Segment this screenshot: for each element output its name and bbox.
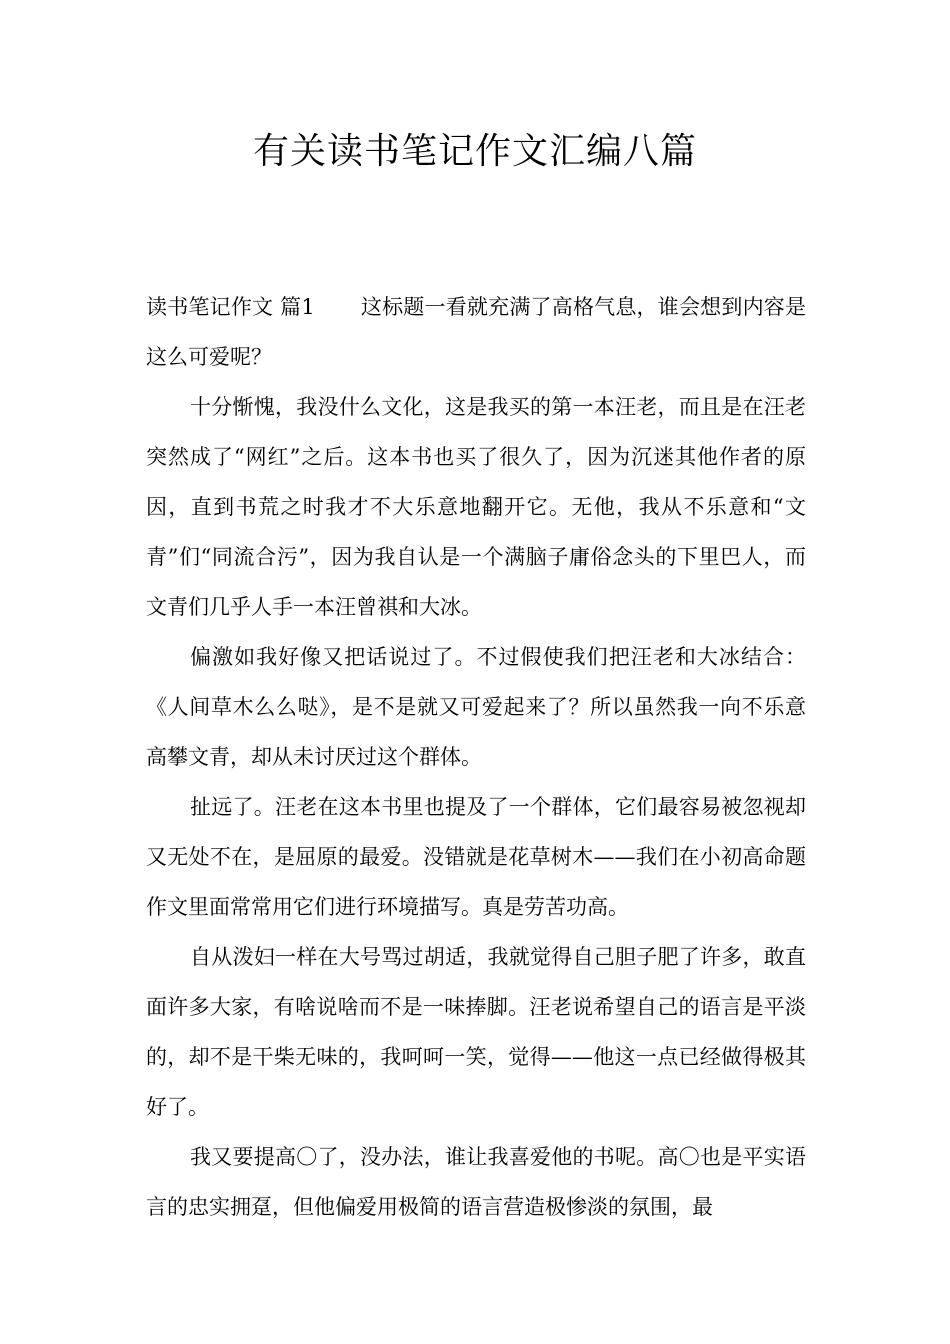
paragraph: 自从泼妇一样在大号骂过胡适，我就觉得自己胆子肥了许多，敢直面许多大家，有啥说啥而不是一味捧脚。汪老说希望自己的语言是平淡的，却不是干柴无味的，我呵呵一笑，觉得——他这一点已经做得极其好了。 bbox=[146, 945, 806, 1119]
section-heading: 读书笔记作文 篇1 bbox=[146, 295, 315, 319]
paragraph: 我又要提高〇了，没办法，谁让我喜爱他的书呢。高〇也是平实语言的忠实拥趸，但他偏爱用极简的语言营造极惨淡的氛围，最 bbox=[146, 1145, 806, 1219]
paragraph: 十分惭愧，我没什么文化，这是我买的第一本汪老，而且是在汪老突然成了“网红”之后。这本书也买了很久了，因为沉迷其他作者的原因，直到书荒之时我才不大乐意地翻开它。无他，我从不乐意和“文青”们“同流合污”，因为我自认是一个满脑子庸俗念头的下里巴人，而文青们几乎人手一本汪曾祺和大冰。 bbox=[146, 395, 806, 619]
paragraph: 扯远了。汪老在这本书里也提及了一个群体，它们最容易被忽视却又无处不在，是屈原的最爱。没错就是花草树木——我们在小初高命题作文里面常常用它们进行环境描写。真是劳苦功高。 bbox=[146, 795, 806, 919]
section-intro-paragraph bbox=[146, 282, 806, 382]
paragraph: 偏激如我好像又把话说过了。不过假使我们把汪老和大冰结合：《人间草木么么哒》，是不是就又可爱起来了？所以虽然我一向不乐意高攀文青，却从未讨厌过这个群体。 bbox=[146, 645, 806, 769]
document-title: 有关读书笔记作文汇编八篇 bbox=[252, 131, 697, 172]
document-body bbox=[146, 282, 806, 1232]
section-first-text: 这标题一看就充满了高格气息，谁会想到内容是这么可爱呢？ bbox=[146, 295, 806, 369]
